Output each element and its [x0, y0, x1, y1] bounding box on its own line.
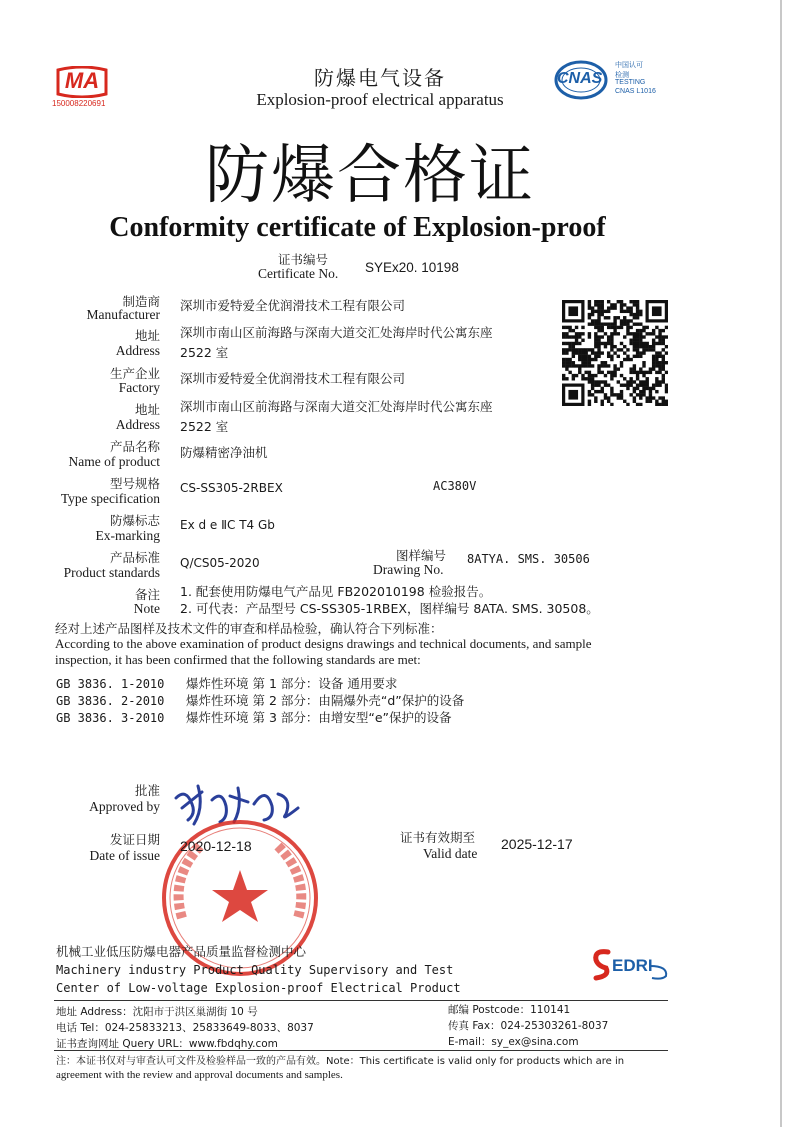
product-name-label-en: Name of product — [68, 454, 160, 469]
footer-query-url: 证书查询网址 Query URL：www.fbdqhy.com — [56, 1038, 278, 1050]
factory-value: 深圳市爱特爱全优润滑技术工程有限公司 — [180, 371, 406, 386]
statement-cn: 经对上述产品图样及技术文件的审查和样品检验，确认符合下列标准： — [55, 621, 443, 636]
organization-cn: 机械工业低压防爆电器产品质量监督检测中心 — [56, 944, 307, 959]
issue-date: 2020-12-18 — [180, 838, 252, 854]
manufacturer-address-label-cn: 地址 — [134, 328, 160, 343]
ex-marking-value: Ex d e ⅡC T4 Gb — [180, 518, 275, 532]
note-line1: 1. 配套使用防爆电气产品见 FB202010198 检验报告。 — [180, 584, 492, 599]
type-spec-label-en: Type specification — [60, 491, 160, 506]
note-line2: 2. 可代表：产品型号 CS-SS305-1RBEX，图样编号 8ATA. SMS. 30508。 — [180, 601, 599, 616]
cnas-testing: TESTING — [615, 79, 646, 86]
footer-disclaimer-line2: agreement with the review and approval documents and samples. — [56, 1069, 343, 1081]
cnas-text: CNAS — [557, 70, 603, 87]
cert-label-cn: 证书编号 — [278, 252, 329, 267]
title-en: Conformity certificate of Explosion-proof — [109, 212, 606, 243]
footer-phone: 电话 Tel：024-25833213、25833649-8033、8037 — [56, 1022, 314, 1034]
cert-label-en: Certificate No. — [258, 266, 339, 281]
footer-fax: 传真 Fax：024-25303261-8037 — [448, 1020, 609, 1032]
cert-number: SYEx20. 10198 — [365, 260, 459, 275]
standard-desc-2: 爆炸性环境 第 2 部分：由隔爆外壳“d”保护的设备 — [186, 693, 465, 708]
footer-postcode: 邮编 Postcode：110141 — [448, 1004, 571, 1016]
note-label-cn: 备注 — [134, 587, 160, 602]
factory-address-line1: 深圳市南山区前海路与深南大道交汇处海岸时代公寓东座 — [180, 399, 493, 414]
cma-text: MA — [64, 68, 100, 93]
valid-label-cn: 证书有效期至 — [400, 830, 476, 845]
standard-code-3: GB 3836. 3-2010 — [56, 711, 165, 725]
valid-label-en: Valid date — [423, 846, 478, 861]
issue-label-en: Date of issue — [89, 848, 160, 863]
product-standards-value: Q/CS05-2020 — [180, 556, 260, 570]
footer-email: E-mail：sy_ex@sina.com — [448, 1036, 579, 1048]
category-en: Explosion-proof electrical apparatus — [256, 90, 504, 109]
drawing-no-value: 8ATYA. SMS. 30506 — [467, 552, 590, 566]
factory-address-label-cn: 地址 — [134, 402, 160, 417]
product-name-value: 防爆精密净油机 — [180, 445, 268, 460]
statement-en-line2: inspection, it has been confirmed that the following standards are met: — [55, 652, 421, 667]
manufacturer-label-cn: 制造商 — [122, 294, 160, 309]
edri-swoosh-icon — [648, 962, 672, 982]
manufacturer-label-en: Manufacturer — [86, 307, 160, 322]
type-spec-voltage: AC380V — [433, 479, 477, 493]
cma-number: 150008220691 — [52, 99, 106, 108]
note-label-en: Note — [133, 601, 160, 616]
manufacturer-value: 深圳市爱特爱全优润滑技术工程有限公司 — [180, 298, 406, 313]
factory-label-cn: 生产企业 — [109, 366, 160, 381]
cnas-number: CNAS L1016 — [615, 88, 656, 95]
approved-label-en: Approved by — [89, 799, 160, 814]
title-cn: 防爆合格证 — [205, 139, 535, 213]
footer-top-rule — [54, 1000, 668, 1001]
qr-code — [562, 300, 668, 406]
standard-desc-1: 爆炸性环境 第 1 部分：设备 通用要求 — [186, 676, 398, 691]
statement-en-line1: According to the above examination of product designs drawings and technical documents, and sample — [55, 636, 592, 651]
drawing-no-label-en: Drawing No. — [373, 562, 444, 577]
footer-bottom-rule — [54, 1050, 668, 1051]
factory-address-label-en: Address — [115, 417, 160, 432]
edri-emblem-icon — [592, 948, 612, 982]
valid-date: 2025-12-17 — [501, 836, 573, 852]
drawing-no-label-cn: 图样编号 — [396, 548, 447, 563]
cnas-cn: 中国认可 — [615, 61, 643, 69]
product-name-label-cn: 产品名称 — [109, 439, 160, 454]
footer-address: 地址 Address：沈阳市于洪区巢湖街 10 号 — [56, 1006, 258, 1018]
type-spec-value: CS-SS305-2RBEX — [180, 481, 283, 495]
standard-desc-3: 爆炸性环境 第 3 部分：由增安型“e”保护的设备 — [186, 710, 452, 725]
cnas-cn2: 检测 — [615, 71, 629, 79]
standard-code-2: GB 3836. 2-2010 — [56, 694, 165, 708]
manufacturer-address-line2: 2522 室 — [180, 345, 229, 360]
approved-label-cn: 批准 — [134, 783, 160, 798]
ex-marking-label-cn: 防爆标志 — [109, 513, 160, 528]
organization-en-line2: Center of Low-voltage Explosion-proof Electrical Product — [56, 981, 461, 995]
page-edge — [780, 0, 782, 1127]
manufacturer-address-label-en: Address — [115, 343, 160, 358]
category-cn: 防爆电气设备 — [314, 66, 446, 90]
factory-address-line2: 2522 室 — [180, 419, 229, 434]
product-standards-label-cn: 产品标准 — [109, 550, 160, 565]
standard-code-1: GB 3836. 1-2010 — [56, 677, 165, 691]
footer-disclaimer-line1: 注：本证书仅对与审查认可文件及检验样品一致的产品有效。Note：This certificate is valid only for products which are in — [56, 1056, 625, 1067]
product-standards-label-en: Product standards — [63, 565, 160, 580]
organization-en-line1: Machinery industry Product Quality Supervisory and Test — [56, 963, 454, 977]
manufacturer-address-line1: 深圳市南山区前海路与深南大道交汇处海岸时代公寓东座 — [180, 325, 493, 340]
factory-label-en: Factory — [118, 380, 160, 395]
edri-text: EDRI — [612, 956, 653, 975]
edri-logo — [592, 948, 672, 984]
issue-label-cn: 发证日期 — [109, 832, 160, 847]
ex-marking-label-en: Ex-marking — [95, 528, 160, 543]
type-spec-label-cn: 型号规格 — [109, 476, 160, 491]
